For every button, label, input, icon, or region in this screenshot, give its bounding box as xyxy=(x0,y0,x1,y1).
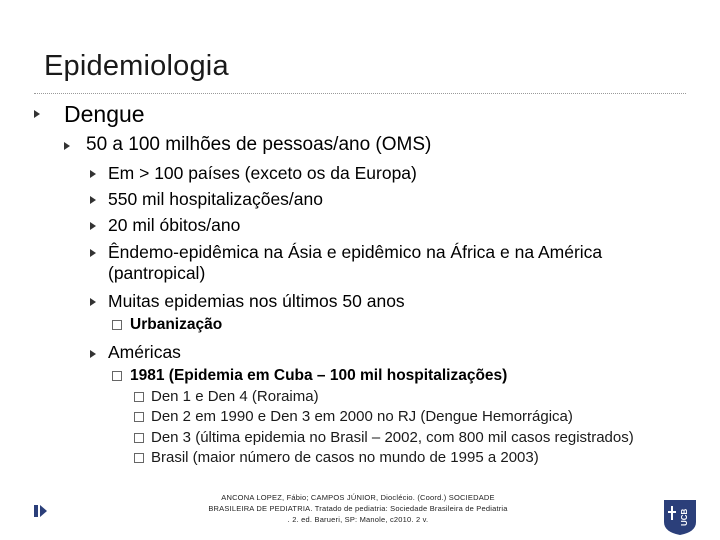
bullet-arrow-icon xyxy=(90,170,96,178)
item-dengue: Dengue xyxy=(64,101,145,127)
bullet-square-icon xyxy=(134,453,144,463)
item-hosp: 550 mil hospitalizações/ano xyxy=(108,189,323,209)
item-paises: Em > 100 países (exceto os da Europa) xyxy=(108,163,417,183)
bullet-arrow-icon xyxy=(64,142,70,150)
bullet-arrow-icon xyxy=(90,350,96,358)
item-oms: 50 a 100 milhões de pessoas/ano (OMS) xyxy=(86,134,432,155)
item-den3: Den 3 (última epidemia no Brasil – 2002, com 800 mil casos registrados) xyxy=(151,429,634,446)
item-cuba: 1981 (Epidemia em Cuba – 100 mil hospitalizações) xyxy=(130,367,508,384)
item-den1: Den 1 e Den 4 (Roraima) xyxy=(151,388,319,405)
bullet-square-icon xyxy=(134,433,144,443)
bullet-arrow-icon xyxy=(34,110,40,118)
bullet-square-icon xyxy=(112,320,122,330)
bullet-arrow-icon xyxy=(90,298,96,306)
bullet-arrow-icon xyxy=(90,249,96,257)
footer-line-2: BRASILEIRA DE PEDIATRIA. Tratado de pediatria: Sociedade Brasileira de Pediatria xyxy=(208,504,508,513)
item-epidemias: Muitas epidemias nos últimos 50 anos xyxy=(108,291,405,311)
bullet-square-icon xyxy=(134,412,144,422)
bullet-square-icon xyxy=(134,392,144,402)
footer-citation xyxy=(198,492,518,525)
bullet-square-icon xyxy=(112,371,122,381)
item-brasil: Brasil (maior número de casos no mundo de 1995 a 2003) xyxy=(151,449,539,466)
footer-line-3: . 2. ed. Barueri, SP: Manole, c2010. 2 v. xyxy=(287,515,429,524)
item-urbanizacao: Urbanização xyxy=(130,316,223,333)
slide-nav-marker-icon[interactable] xyxy=(34,505,38,517)
bullet-arrow-icon xyxy=(90,196,96,204)
item-endemo-line1: Êndemo-epidêmica na Ásia e epidêmico na África e na América xyxy=(108,242,603,262)
item-obitos: 20 mil óbitos/ano xyxy=(108,215,241,235)
title-divider xyxy=(34,93,686,94)
item-endemo-line2: (pantropical) xyxy=(108,263,206,283)
slide-title: Epidemiologia xyxy=(44,50,229,82)
ucb-logo xyxy=(660,498,700,536)
footer-line-1: ANCONA LOPEZ, Fábio; CAMPOS JÚNIOR, Dioclécio. (Coord.) SOCIEDADE xyxy=(221,493,495,502)
logo-text: UCB xyxy=(680,508,689,526)
bullet-arrow-icon xyxy=(90,222,96,230)
item-americas: Américas xyxy=(108,342,181,362)
item-den2: Den 2 em 1990 e Den 3 em 2000 no RJ (Dengue Hemorrágica) xyxy=(151,408,573,425)
